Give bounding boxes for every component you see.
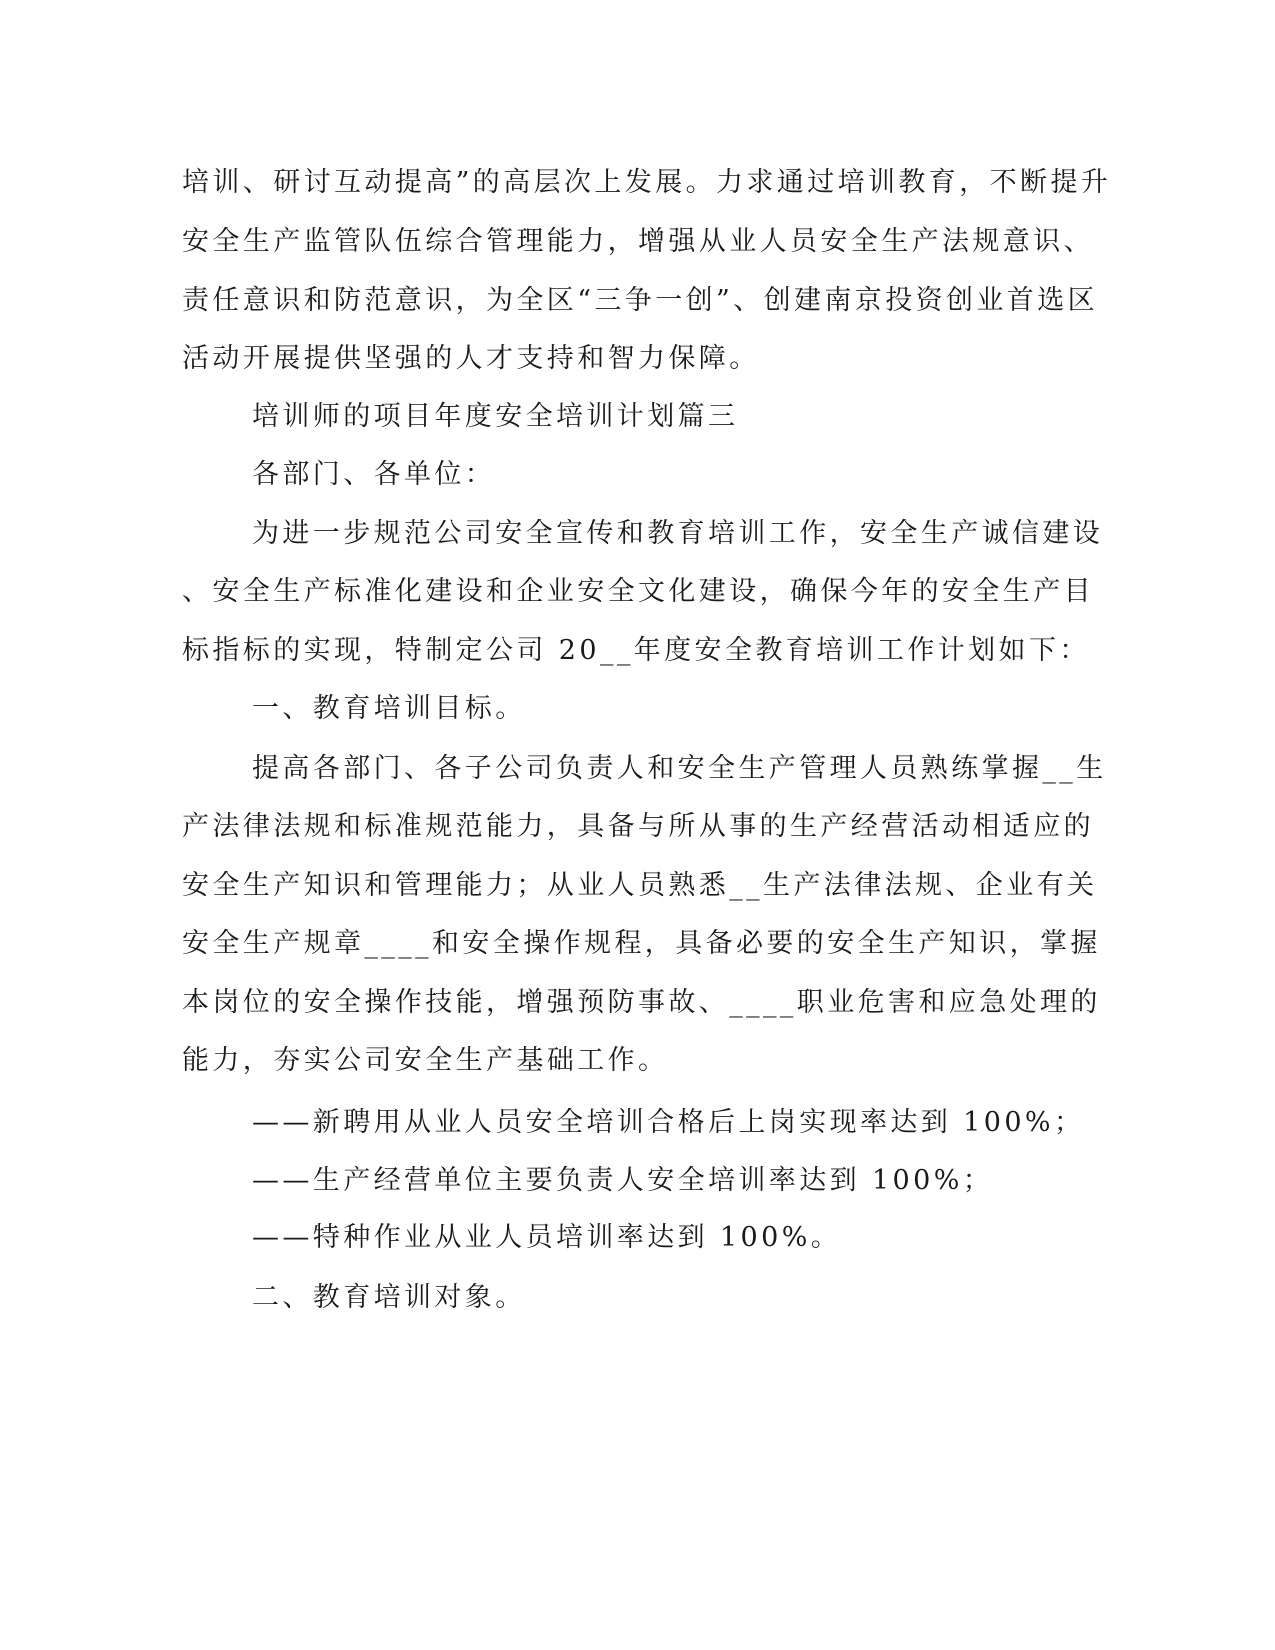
target-item: ——新聘用从业人员安全培训合格后上岗实现率达到 100%； bbox=[252, 1107, 1085, 1138]
section-heading: 一、教育培训目标。 bbox=[252, 693, 526, 724]
salutation: 各部门、各单位： bbox=[252, 459, 496, 490]
section-title: 培训师的项目年度安全培训计划篇三 bbox=[252, 401, 739, 432]
body-text-line: 、安全生产标准化建设和企业安全文化建设，确保今年的安全生产目 bbox=[182, 576, 1094, 607]
body-text-line: 本岗位的安全操作技能，增强预防事故、____职业危害和应急处理的 bbox=[182, 987, 1101, 1018]
target-item: ——生产经营单位主要负责人安全培训率达到 100%； bbox=[252, 1165, 994, 1196]
body-text-line: 产法律法规和标准规范能力，具备与所从事的生产经营活动相适应的 bbox=[182, 811, 1094, 842]
body-text-line: 责任意识和防范意识，为全区“三争一创”、创建南京投资创业首选区 bbox=[182, 285, 1099, 316]
target-item: ——特种作业从业人员培训率达到 100%。 bbox=[252, 1222, 842, 1253]
body-text-line: 培训、研讨互动提高”的高层次上发展。力求通过培训教育，不断提升 bbox=[182, 167, 1112, 198]
body-text-line: 安全生产规章____和安全操作规程，具备必要的安全生产知识，掌握 bbox=[182, 928, 1101, 959]
body-text-line: 标指标的实现，特制定公司 20__年度安全教育培训工作计划如下： bbox=[182, 635, 1090, 666]
body-text-line: 安全生产监管队伍综合管理能力，增强从业人员安全生产法规意识、 bbox=[182, 226, 1094, 257]
body-text-line: 为进一步规范公司安全宣传和教育培训工作，安全生产诚信建设 bbox=[252, 518, 1104, 549]
body-text-line: 提高各部门、各子公司负责人和安全生产管理人员熟练掌握__生 bbox=[252, 753, 1107, 784]
body-text-line: 活动开展提供坚强的人才支持和智力保障。 bbox=[182, 343, 760, 374]
section-heading: 二、教育培训对象。 bbox=[252, 1282, 526, 1313]
body-text-line: 安全生产知识和管理能力；从业人员熟悉__生产法律法规、企业有关 bbox=[182, 870, 1098, 901]
body-text-line: 能力，夯实公司安全生产基础工作。 bbox=[182, 1045, 669, 1076]
